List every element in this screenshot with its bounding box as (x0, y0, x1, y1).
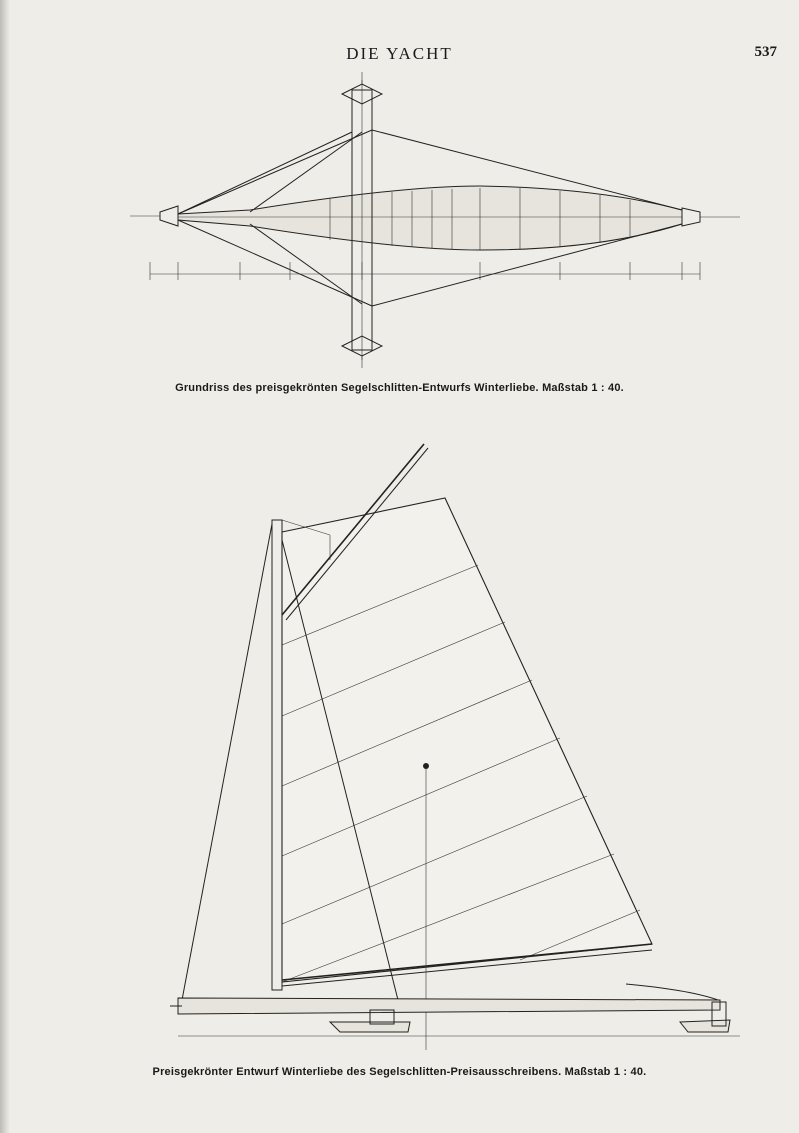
plan-view-drawing (0, 0, 799, 380)
front-runner (330, 1022, 410, 1032)
sail-seams (282, 565, 640, 982)
tiller (626, 984, 718, 1000)
plan-caption: Grundriss des preisgekrönten Segelschlitten-Entwurfs Winterliebe. Maßstab 1 : 40. (175, 382, 624, 394)
stern-chock (682, 208, 700, 226)
runner-block (370, 1010, 394, 1024)
page-number: 537 (754, 44, 777, 60)
hull-outline (178, 186, 682, 250)
bow-chock (160, 206, 178, 226)
rudder-post (712, 1002, 726, 1026)
sail-caption: Preisgekrönter Entwurf Winterliebe des Segelschlitten-Preisausschreibens. Maßstab 1 : 40. (152, 1066, 647, 1078)
dimension-ticks (150, 262, 700, 280)
boom-lower (282, 950, 652, 986)
mast (272, 520, 282, 990)
shroud (282, 540, 398, 1000)
gaff-line-2 (286, 448, 428, 620)
gaff (282, 444, 424, 615)
running-head: DIE YACHT (346, 44, 453, 63)
forestay (182, 524, 272, 1000)
peak-halyard (282, 520, 330, 535)
boom (282, 944, 652, 980)
rear-runner (680, 1020, 730, 1032)
center-of-effort (423, 763, 429, 769)
backbone (178, 998, 720, 1014)
mainsail (282, 498, 652, 982)
